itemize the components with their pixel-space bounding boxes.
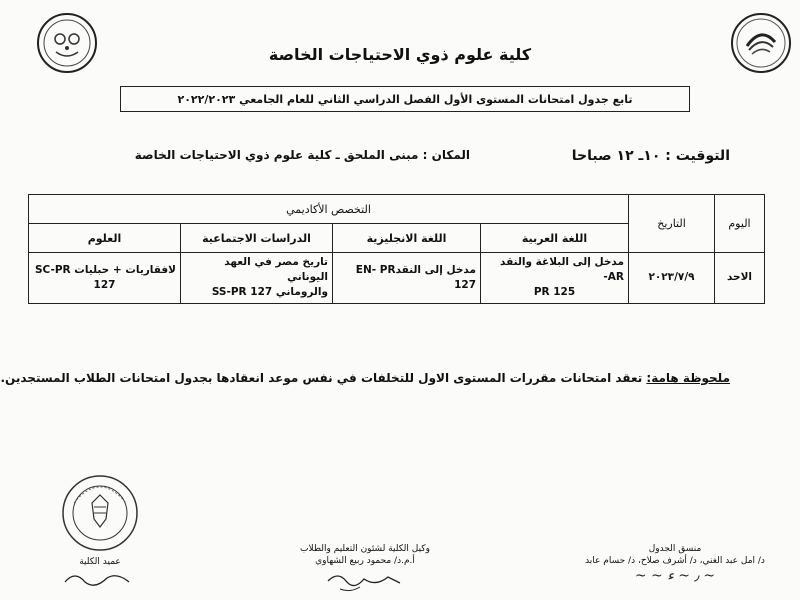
cell-social-line2: والروماني SS-PR 127 bbox=[211, 286, 328, 299]
date-header: التاريخ bbox=[629, 195, 715, 253]
cell-english-text: مدخل إلى النقدEN- PR 127 bbox=[355, 263, 476, 291]
dean-signature-block bbox=[40, 556, 160, 596]
university-logo bbox=[36, 12, 98, 74]
cell-science-line2: 127 bbox=[93, 278, 116, 291]
column-science: العلوم bbox=[29, 224, 181, 253]
exam-place: المكان : مبنى الملحق ـ كلية علوم ذوي الاحتياجات الخاصة bbox=[134, 148, 470, 162]
cell-arabic bbox=[481, 253, 629, 304]
coordinator-names: د/ امل عبد الغني، د/ أشرف صلاح، د/ حسام عابد bbox=[585, 556, 765, 567]
faculty-logo bbox=[730, 12, 792, 74]
coordinator-handwritten-signature: ~ ٫ ~ ء ~ ~ bbox=[634, 568, 716, 585]
cell-arabic-line2: PR 125 bbox=[533, 286, 576, 299]
row-date: ٢٠٢٣/٧/٩ bbox=[629, 253, 715, 304]
dean-title: عميد الكلية bbox=[79, 557, 121, 567]
column-english: اللغة الانجليزية bbox=[333, 224, 481, 253]
vice-dean-title: وكيل الكلية لشئون التعليم والطلاب bbox=[300, 544, 430, 554]
dean-handwritten-signature bbox=[55, 568, 145, 592]
dean-seal bbox=[60, 473, 140, 553]
vice-dean-name: أ.م.د/ محمود ربيع الشهاوي bbox=[315, 556, 415, 567]
cell-arabic-line1: مدخل إلى البلاغة والنقد AR- bbox=[500, 256, 624, 284]
note-text: تعقد امتحانات مقررات المستوى الاول للتخلفات في نفس موعد انعقادها بجدول امتحانات الطلاب المستجدين. bbox=[0, 371, 647, 385]
coordinator-signature-block bbox=[560, 543, 790, 586]
column-social-studies: الدراسات الاجتماعية bbox=[181, 224, 333, 253]
exam-schedule-table bbox=[28, 194, 765, 304]
day-header: اليوم bbox=[715, 195, 765, 253]
cell-social-studies bbox=[181, 253, 333, 304]
academic-specialization-header: التخصص الأكاديمي bbox=[29, 195, 629, 224]
vice-dean-signature-block bbox=[280, 543, 450, 599]
column-arabic: اللغة العربية bbox=[481, 224, 629, 253]
note-label: ملحوظة هامة: bbox=[646, 371, 730, 385]
cell-science bbox=[29, 253, 181, 304]
cell-science-line1: لافقاريات + حبليات SC-PR bbox=[34, 263, 176, 276]
faculty-title: كلية علوم ذوي الاحتياجات الخاصة bbox=[268, 45, 532, 64]
cell-social-line1: تاريخ مصر في العهد اليوناني bbox=[224, 256, 328, 284]
schedule-subtitle: تابع جدول امتحانات المستوى الأول الفصل الدراسي الثاني للعام الجامعي ٢٠٢٢/٢٠٢٣ bbox=[120, 86, 690, 112]
table-row bbox=[29, 253, 765, 304]
cell-english bbox=[333, 253, 481, 304]
important-note bbox=[1, 371, 731, 385]
vice-dean-handwritten-signature bbox=[320, 567, 410, 595]
coordinator-title: منسق الجدول bbox=[648, 544, 702, 554]
exam-time: التوقيت : ١٠ـ ١٢ صباحا bbox=[571, 148, 730, 164]
row-day: الاحد bbox=[715, 253, 765, 304]
